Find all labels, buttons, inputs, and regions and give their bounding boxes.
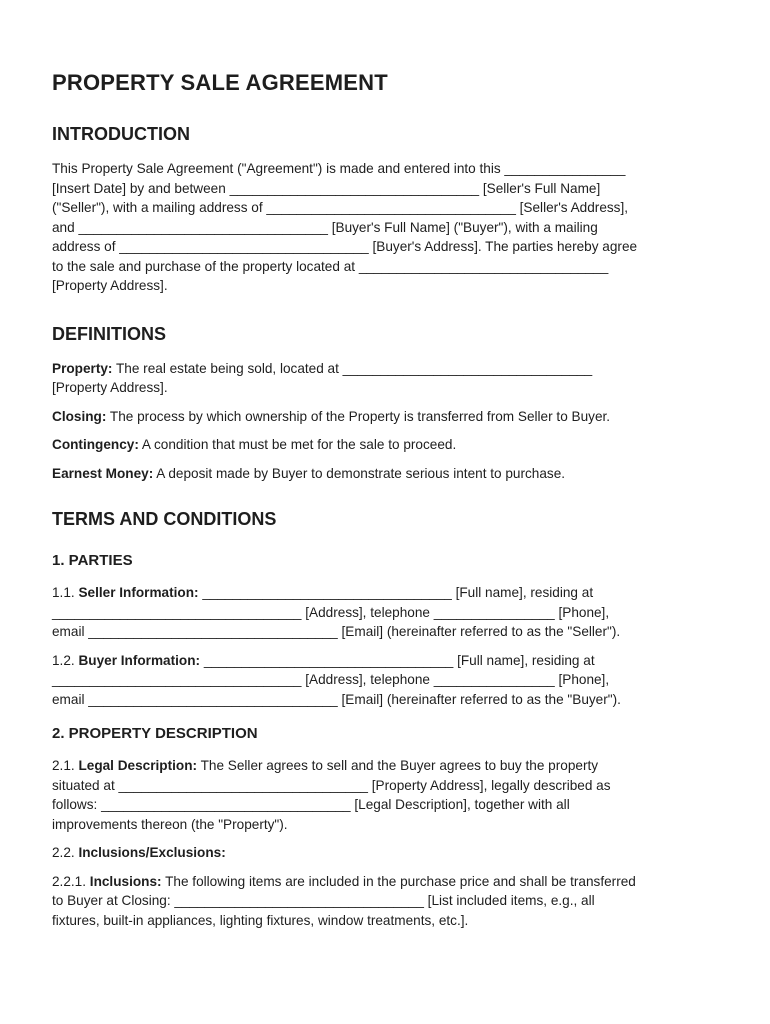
clause-text: fixtures, built-in appliances, lighting fixtures, window treatments, etc.]. (52, 912, 469, 928)
parties-heading: 1. PARTIES (52, 552, 133, 569)
clause-label: Seller Information: (78, 585, 199, 600)
clause-text: improvements thereon (the "Property"). (52, 816, 288, 832)
introduction-paragraph (52, 159, 722, 296)
definition-property (52, 359, 722, 398)
intro-line: This Property Sale Agreement ("Agreement") is made and entered into this ________________ (52, 161, 626, 176)
clause-text: _________________________________ [Address], telephone ________________ [Phone], (52, 604, 610, 620)
clause-text: The Seller agrees to sell and the Buyer agrees to buy the property (197, 758, 599, 773)
intro-line: and _________________________________ [Buyer's Full Name] ("Buyer"), with a mailing (52, 219, 598, 235)
definition-term: Contingency: (52, 437, 139, 452)
definition-term: Property: (52, 360, 113, 376)
definition-term: Closing: (52, 408, 107, 424)
clause-label: Inclusions: (89, 873, 162, 889)
clause-text: _________________________________ [Full name], residing at (200, 652, 595, 668)
clause-text: to Buyer at Closing: _________________________________ [List included items, e.g., all (52, 893, 595, 908)
clause-text: _________________________________ [Full name], residing at (198, 585, 594, 600)
clause-text: situated at _________________________________ [Property Address], legally described as (52, 777, 611, 793)
intro-line: to the sale and purchase of the property located at _________________________________ (52, 258, 609, 274)
definition-text: A deposit made by Buyer to demonstrate serious intent to purchase. (153, 465, 566, 481)
clause-label: Buyer Information: (78, 652, 201, 668)
definition-text: The process by which ownership of the Property is transferred from Seller to Buyer. (106, 408, 611, 424)
clause-label: Legal Description: (78, 758, 198, 773)
definition-closing (52, 407, 722, 427)
intro-line: [Insert Date] by and between _________________________________ [Seller's Full Name] (52, 180, 601, 196)
clause-buyer-information (52, 651, 722, 710)
clause-number: 2.1. (52, 758, 79, 773)
clause-number: 1.1. (52, 585, 79, 600)
definition-text: [Property Address]. (52, 380, 168, 395)
terms-heading: TERMS AND CONDITIONS (52, 509, 277, 529)
clause-text: The following items are included in the purchase price and shall be transferred (161, 873, 636, 889)
clause-inclusions-exclusions (52, 843, 722, 863)
clause-text: _________________________________ [Address], telephone ________________ [Phone], (52, 672, 610, 687)
document-title: PROPERTY SALE AGREEMENT (52, 70, 388, 95)
property-description-heading: 2. PROPERTY DESCRIPTION (52, 725, 258, 742)
definition-term: Earnest Money: (52, 465, 154, 481)
clause-text: email _________________________________ [Email] (hereinafter referred to as the "Buyer"). (52, 691, 621, 707)
clause-number: 2.2. (52, 845, 79, 860)
clause-label: Inclusions/Exclusions: (78, 845, 226, 860)
introduction-heading: INTRODUCTION (52, 124, 190, 144)
definitions-heading: DEFINITIONS (52, 323, 167, 344)
clause-inclusions (52, 872, 722, 931)
intro-line: ("Seller"), with a mailing address of _________________________________ [Seller's Address], (52, 200, 629, 215)
definition-text: The real estate being sold, located at _________________________________ (112, 360, 593, 376)
definition-contingency (52, 435, 722, 455)
intro-line: [Property Address]. (52, 278, 168, 293)
definition-earnest-money (52, 464, 722, 484)
clause-text: email _________________________________ [Email] (hereinafter referred to as the "Seller"). (52, 624, 621, 639)
intro-line: address of _________________________________ [Buyer's Address]. The parties hereby agree (52, 239, 638, 254)
definition-text: A condition that must be met for the sale to proceed. (138, 437, 457, 452)
clause-legal-description (52, 756, 722, 834)
clause-text: follows: _________________________________ [Legal Description], together with all (52, 797, 570, 812)
definitions-list (52, 359, 722, 484)
clause-number: 1.2. (52, 652, 79, 668)
clause-number: 2.2.1. (52, 873, 90, 889)
clause-seller-information (52, 583, 722, 642)
